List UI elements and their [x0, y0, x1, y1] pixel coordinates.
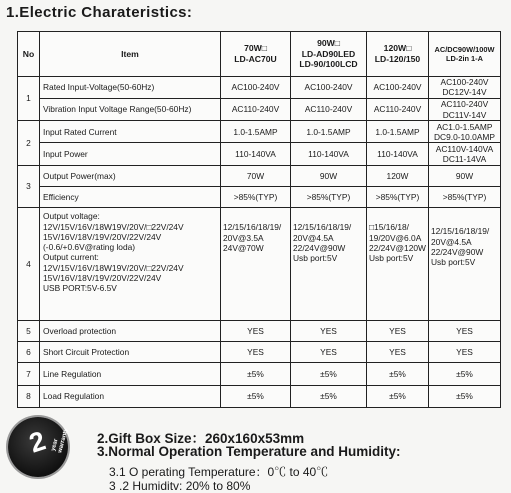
header-model-120w: 120W□ LD-120/150 — [367, 32, 429, 77]
item-label: Short Circuit Protection — [40, 342, 221, 363]
cell-value: 120W — [367, 165, 429, 186]
row-number: 5 — [18, 320, 40, 341]
table-row — [18, 186, 501, 207]
cell-value: ±5% — [221, 363, 291, 385]
row-number: 3 — [18, 165, 40, 208]
header-model-70w: 70W□ LD-AC70U — [221, 32, 291, 77]
header-no: No — [18, 32, 40, 77]
cell-value: ±5% — [291, 363, 367, 385]
cell-value: 12/15/16/18/19/ 20V@4.5A 22/24V@90W Usb port:5V — [291, 208, 367, 320]
row-number: 6 — [18, 342, 40, 363]
header-model-acdc: AC/DC90W/100W LD-2in 1-A — [429, 32, 501, 77]
section-gift-box-size: 2.Gift Box Size：260x160x53mm — [97, 431, 305, 446]
cell-value: YES — [221, 342, 291, 363]
electric-spec-table — [17, 31, 501, 408]
cell-value: □15/16/18/ 19/20V@6.0A 22/24V@120W Usb port:5V — [367, 208, 429, 320]
cell-value: 12/15/16/18/19/ 20V@3.5A 24V@70W — [221, 208, 291, 320]
row-number: 2 — [18, 121, 40, 166]
table-row — [18, 76, 501, 98]
cell-value: 12/15/16/18/19/ 20V@4.5A 22/24V@90W Usb port:5V — [429, 208, 501, 320]
item-label: Efficiency — [40, 186, 221, 207]
item-label: Overload protection — [40, 320, 221, 341]
cell-value: 110-140VA — [291, 143, 367, 165]
table-header-row — [18, 32, 501, 77]
cell-value: ±5% — [221, 385, 291, 407]
cell-value: AC100-240V — [291, 76, 367, 98]
cell-value: 110-140VA — [221, 143, 291, 165]
cell-value: 1.0-1.5AMP — [291, 121, 367, 143]
table-row — [18, 121, 501, 143]
header-model-90w: 90W□ LD-AD90LED LD-90/100LCD — [291, 32, 367, 77]
warranty-badge-number: 2 — [25, 425, 50, 459]
table-row — [18, 143, 501, 165]
item-label: Rated Input-Voltage(50-60Hz) — [40, 76, 221, 98]
cell-value: 70W — [221, 165, 291, 186]
row-number: 4 — [18, 208, 40, 320]
cell-value: YES — [221, 320, 291, 341]
cell-value: >85%(TYP) — [221, 186, 291, 207]
cell-value: 90W — [291, 165, 367, 186]
cell-value: 90W — [429, 165, 501, 186]
cell-value: AC110V-140VA DC11-14VA — [429, 143, 501, 165]
cell-value: >85%(TYP) — [429, 186, 501, 207]
row-number: 7 — [18, 363, 40, 385]
cell-value: AC100-240V — [221, 76, 291, 98]
cell-value: AC110-240V — [367, 98, 429, 120]
item-label: Input Power — [40, 143, 221, 165]
item-label: Output voltage: 12V/15V/16V/18W19V/20V/□22V/24V 15V/16V/18V/19V/20V/22V/24V (-0.6/+0.6V@rating loda) Output current: 12V/15V/16V/18W19V/20V/□22V/24V 15V/16V/18V/19V/20V/22V/24V USB PORT:5V-6.5V — [40, 208, 221, 320]
cell-value: YES — [291, 320, 367, 341]
cell-value: YES — [429, 342, 501, 363]
item-label: Load Regulation — [40, 385, 221, 407]
table-row — [18, 98, 501, 120]
table-row — [18, 363, 501, 385]
table-row — [18, 165, 501, 186]
cell-value: 110-140VA — [367, 143, 429, 165]
cell-value: ±5% — [367, 363, 429, 385]
table-row — [18, 385, 501, 407]
cell-value: 1.0-1.5AMP — [221, 121, 291, 143]
warranty-badge-text: year warranty — [50, 427, 70, 454]
cell-value: ±5% — [367, 385, 429, 407]
cell-value: YES — [367, 320, 429, 341]
warranty-badge-icon — [8, 417, 68, 477]
cell-value: >85%(TYP) — [367, 186, 429, 207]
item-label: Output Power(max) — [40, 165, 221, 186]
humidity: 3 .2 Humiditv: 20% to 80% — [109, 479, 251, 493]
cell-value: ±5% — [291, 385, 367, 407]
cell-value: ±5% — [429, 385, 501, 407]
item-label: Line Regulation — [40, 363, 221, 385]
cell-value: YES — [291, 342, 367, 363]
section-operation-temp-humidity: 3.Normal Operation Temperature and Humidity: — [97, 444, 401, 459]
cell-value: ±5% — [429, 363, 501, 385]
cell-value: AC110-240V — [221, 98, 291, 120]
row-number: 8 — [18, 385, 40, 407]
header-item: Item — [40, 32, 221, 77]
operating-temperature: 3.1 O perating Temperature：0℃ to 40℃ — [109, 465, 329, 479]
cell-value: AC1.0-1.5AMP DC9.0-10.0AMP — [429, 121, 501, 143]
cell-value: 1.0-1.5AMP — [367, 121, 429, 143]
cell-value: AC110-240V — [291, 98, 367, 120]
cell-value: AC100-240V DC12V-14V — [429, 76, 501, 98]
cell-value: YES — [429, 320, 501, 341]
item-label: Input Rated Current — [40, 121, 221, 143]
row-number: 1 — [18, 76, 40, 121]
cell-value: YES — [367, 342, 429, 363]
cell-value: AC110-240V DC11V-14V — [429, 98, 501, 120]
table-row — [18, 320, 501, 341]
table-row — [18, 208, 501, 320]
table-row — [18, 342, 501, 363]
item-label: Vibration Input Voltage Range(50-60Hz) — [40, 98, 221, 120]
cell-value: >85%(TYP) — [291, 186, 367, 207]
section-heading-electric: 1.Electric Charateristics: — [6, 4, 193, 21]
cell-value: AC100-240V — [367, 76, 429, 98]
